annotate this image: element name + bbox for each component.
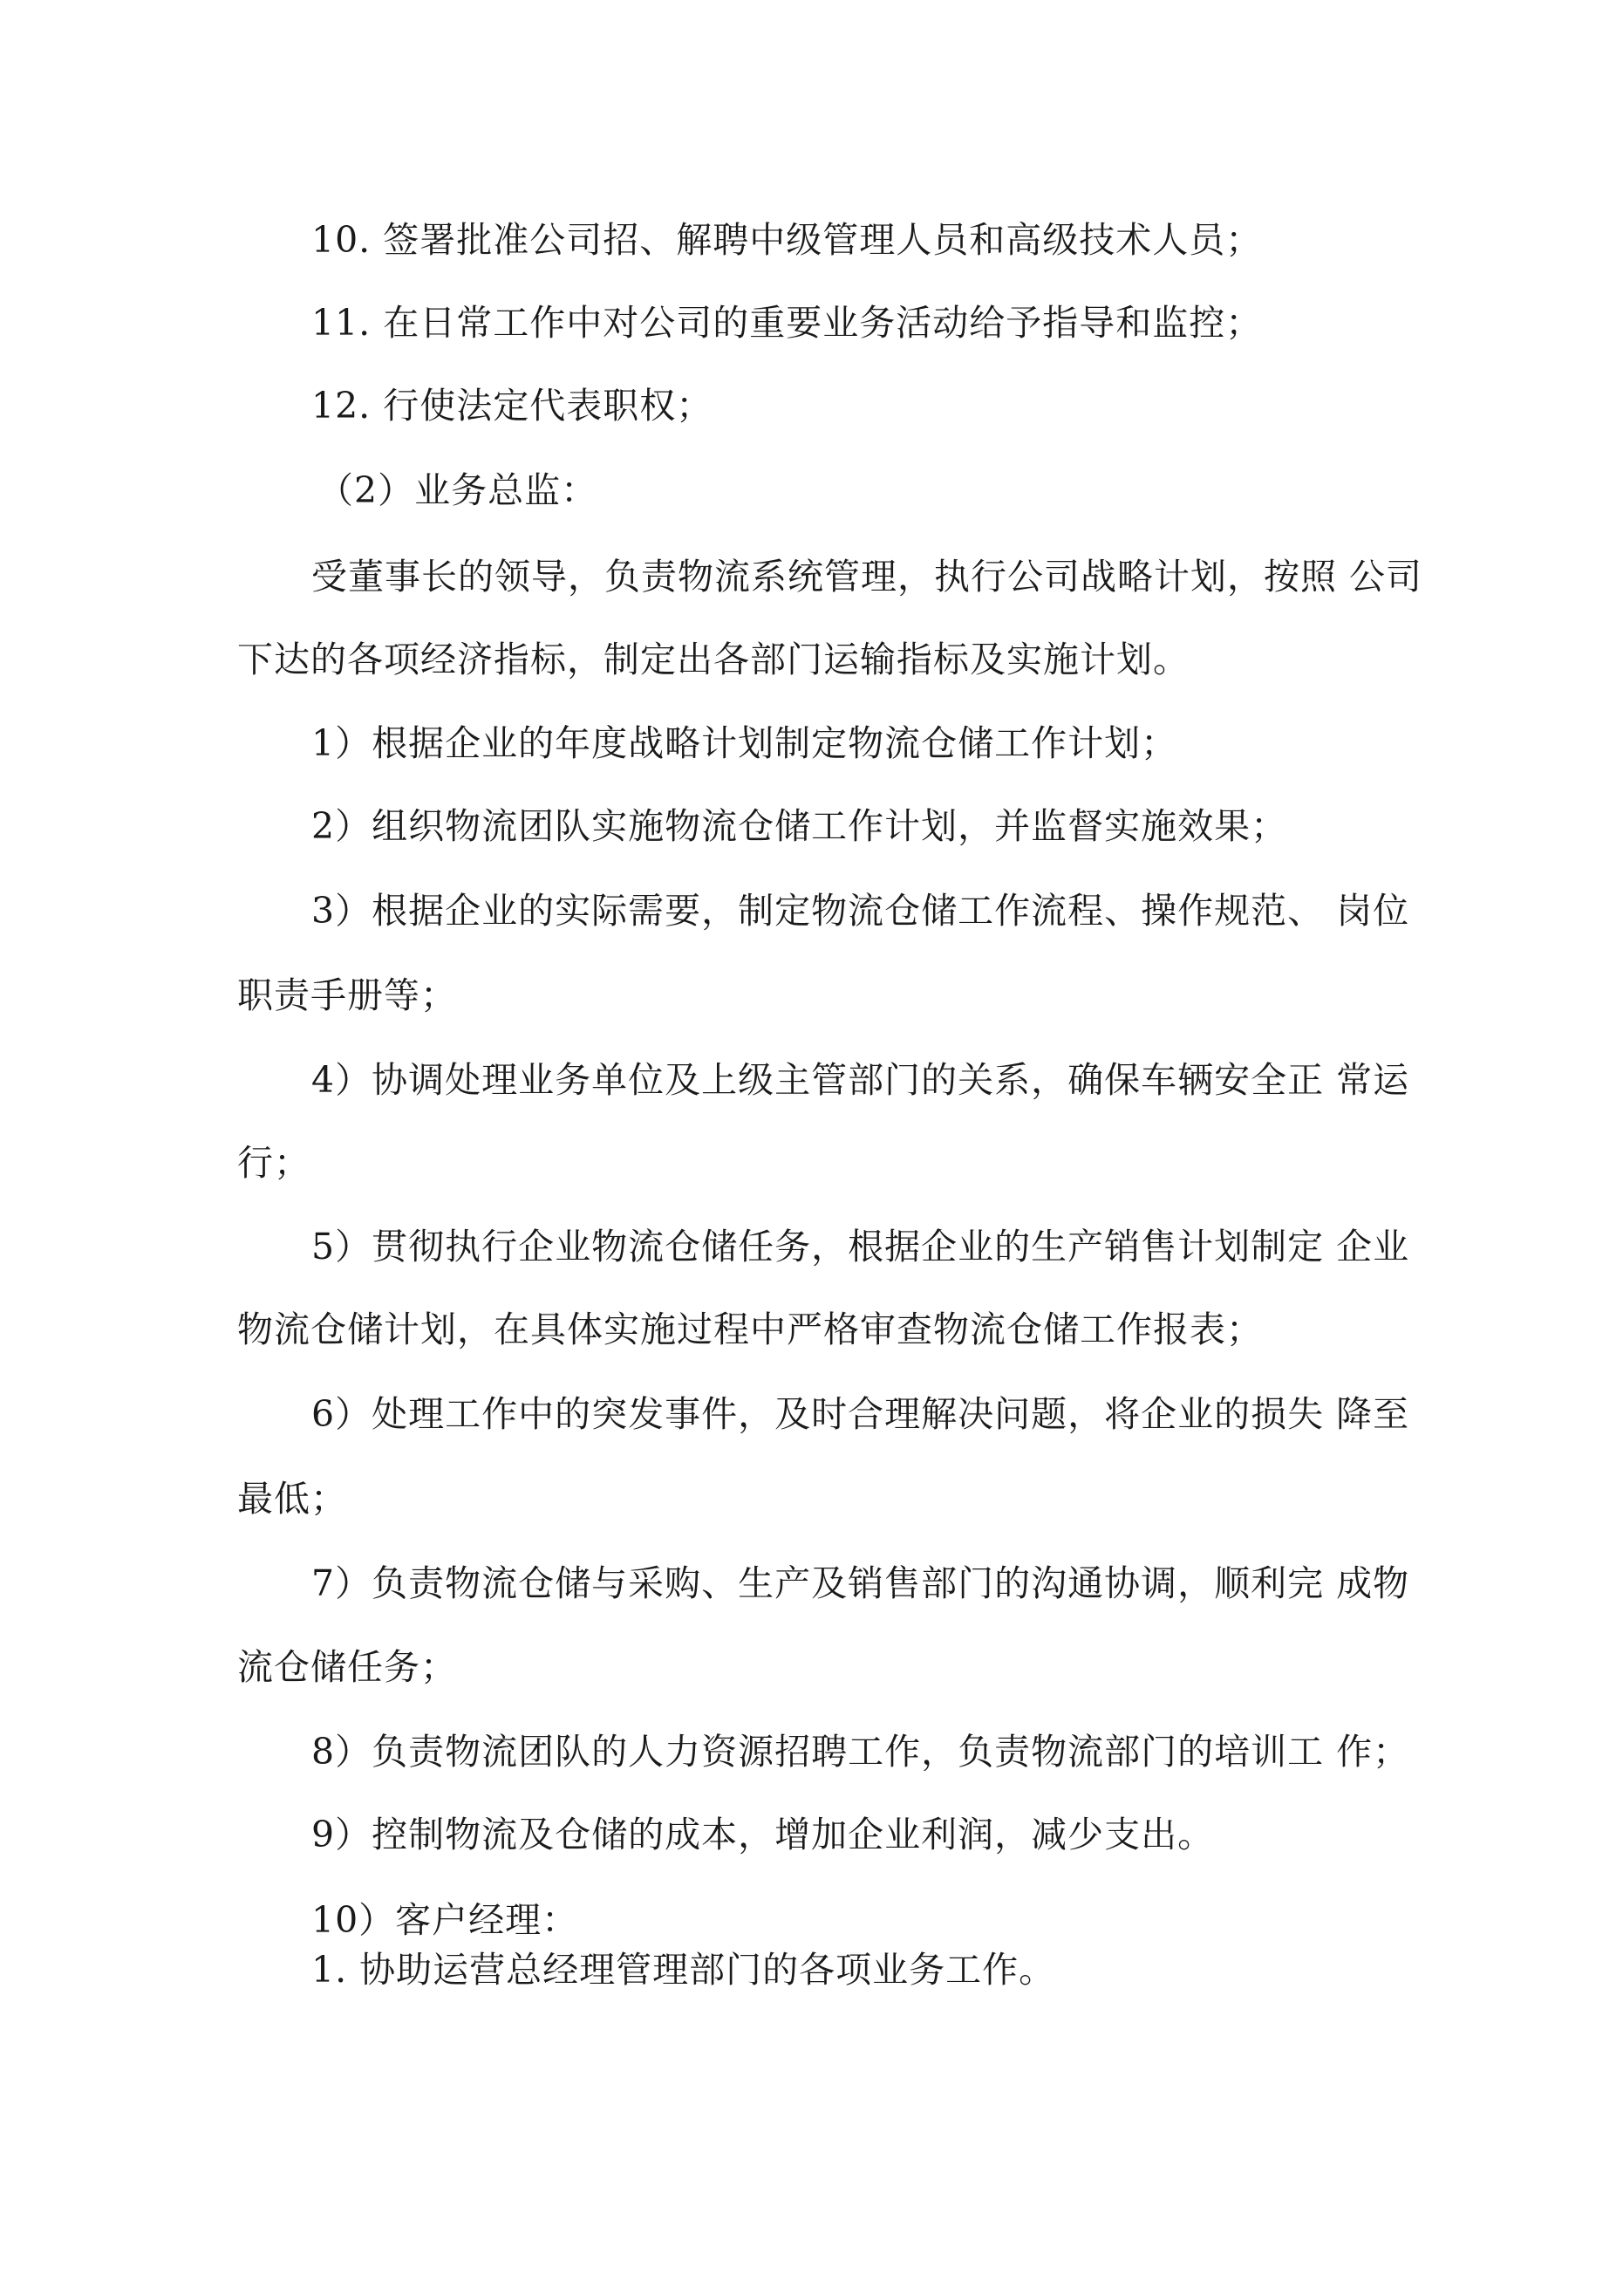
- text-line: 受董事长的领导，负责物流系统管理，执行公司战略计划，按照 公司: [311, 556, 1423, 598]
- text-line: 最低；: [237, 1478, 347, 1520]
- list-item: 8）负责物流团队的人力资源招聘工作，负责物流部门的培训工 作；: [311, 1731, 1410, 1773]
- list-item: 6）处理工作中的突发事件，及时合理解决问题，将企业的损失 降至: [311, 1393, 1410, 1435]
- list-item: 2）组织物流团队实施物流仓储工作计划，并监督实施效果；: [311, 805, 1288, 847]
- section-heading: （2）业务总监：: [317, 469, 598, 511]
- list-item: 4）协调处理业务单位及上级主管部门的关系，确保车辆安全正 常运: [311, 1059, 1410, 1101]
- text-line: 10. 签署批准公司招、解聘中级管理人员和高级技术人员；: [311, 219, 1263, 261]
- list-item: 5）贯彻执行企业物流仓储任务，根据企业的生产销售计划制定 企业: [311, 1226, 1410, 1268]
- text-line: 职责手册等；: [237, 974, 457, 1016]
- list-item: 7）负责物流仓储与采购、生产及销售部门的沟通协调，顺利完 成物: [311, 1562, 1410, 1604]
- text-line: 流仓储任务；: [237, 1646, 457, 1688]
- list-item: 1. 协助运营总经理管理部门的各项业务工作。: [311, 1949, 1056, 1991]
- list-item: 3）根据企业的实际需要，制定物流仓储工作流程、操作规范、 岗位: [311, 890, 1410, 932]
- section-heading: 10）客户经理：: [311, 1899, 579, 1941]
- text-line: 12. 行使法定代表职权；: [311, 385, 713, 427]
- text-line: 下达的各项经济指标，制定出各部门运输指标及实施计划。: [237, 639, 1190, 680]
- list-item: 1）根据企业的年度战略计划制定物流仓储工作计划；: [311, 722, 1178, 764]
- text-line: 行；: [237, 1142, 310, 1184]
- text-line: 11. 在日常工作中对公司的重要业务活动给予指导和监控；: [311, 302, 1263, 344]
- list-item: 9）控制物流及仓储的成本，增加企业利润，减少支出。: [311, 1814, 1215, 1855]
- text-line: 物流仓储计划，在具体实施过程中严格审查物流仓储工作报表；: [237, 1309, 1263, 1350]
